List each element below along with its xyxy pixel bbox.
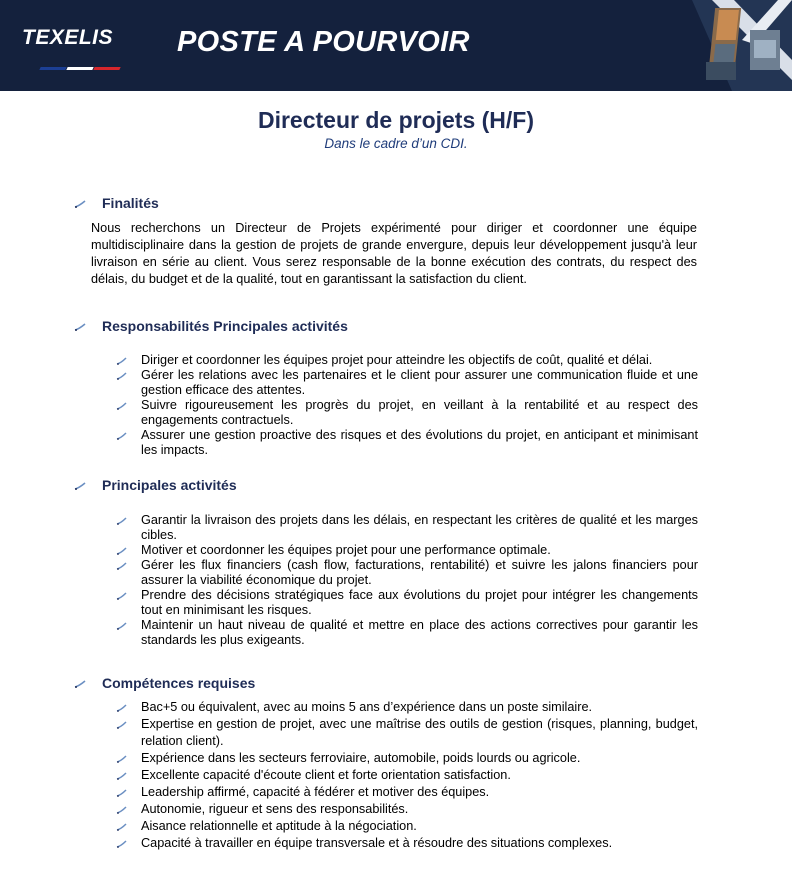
list-item (116, 353, 698, 368)
list-item (116, 716, 698, 750)
list-item-text: Prendre des décisions stratégiques face aux évolutions du projet pour intégrer les changements tout en minimisant les risques. (141, 588, 698, 617)
swoosh-bullet-icon (116, 372, 127, 380)
logo-flag-stripes (40, 57, 122, 63)
swoosh-bullet-icon (74, 482, 86, 490)
list-item-text: Gérer les relations avec les partenaires et le client pour assurer une communication fluide et une gestion efficace des attentes. (141, 368, 698, 397)
swoosh-bullet-icon (74, 680, 86, 688)
section-title-finalites: Finalités (102, 195, 159, 211)
list-item (116, 543, 698, 558)
list-item-text: Aisance relationnelle et aptitude à la négociation. (141, 819, 417, 833)
job-subtitle: Dans le cadre d’un CDI. (324, 136, 468, 151)
swoosh-bullet-icon (116, 517, 127, 525)
swoosh-bullet-icon (116, 357, 127, 365)
list-item-text: Garantir la livraison des projets dans les délais, en respectant les critères de qualité et les marges cibles. (141, 513, 698, 542)
header-vehicle-collage (672, 0, 792, 91)
list-item-text: Suivre rigoureusement les progrès du projet, en veillant à la rentabilité et au respect des engagements contractuels. (141, 398, 698, 427)
list-item (116, 618, 698, 648)
list-item (116, 835, 698, 852)
swoosh-bullet-icon (116, 721, 127, 729)
list-item (116, 558, 698, 588)
list-item-text: Motiver et coordonner les équipes projet pour une performance optimale. (141, 543, 551, 557)
list-item (116, 398, 698, 428)
list-item-text: Maintenir un haut niveau de qualité et mettre en place des actions correctives pour garantir les standards les plus exigeants. (141, 618, 698, 647)
list-item (116, 767, 698, 784)
finalites-paragraph: Nous recherchons un Directeur de Projets expérimenté pour diriger et coordonner une équipe multidisciplinaire dans la gestion de projets de grande envergure, depuis leur développement jusqu'à leur livraison en série au client. Vous serez responsable de la bonne exécution des contrats, du respect des délais, du budget et de la qualité, tout en garantissant la satisfaction du client. (91, 221, 697, 286)
list-item-text: Expérience dans les secteurs ferroviaire, automobile, poids lourds ou agricole. (141, 751, 581, 765)
swoosh-bullet-icon (116, 432, 127, 440)
swoosh-bullet-icon (116, 562, 127, 570)
list-item-text: Assurer une gestion proactive des risques et des évolutions du projet, en anticipant et minimisant les impacts. (141, 428, 698, 457)
swoosh-bullet-icon (116, 402, 127, 410)
section-title-activites: Principales activités (102, 477, 237, 493)
list-item (116, 699, 698, 716)
swoosh-bullet-icon (116, 840, 127, 848)
responsabilites-list (116, 353, 698, 458)
swoosh-bullet-icon (116, 772, 127, 780)
list-item-text: Autonomie, rigueur et sens des responsabilités. (141, 802, 409, 816)
list-item-text: Excellente capacité d'écoute client et forte orientation satisfaction. (141, 768, 511, 782)
list-item-text: Bac+5 ou équivalent, avec au moins 5 ans d’expérience dans un poste similaire. (141, 700, 593, 714)
list-item-text: Expertise en gestion de projet, avec une maîtrise des outils de gestion (risques, planning, budget, relation client). (141, 717, 698, 748)
list-item-text: Diriger et coordonner les équipes projet pour atteindre les objectifs de coût, qualité et délai. (141, 353, 653, 367)
section-title-competences: Compétences requises (102, 675, 256, 691)
list-item (116, 513, 698, 543)
job-title: Directeur de projets (H/F) (257, 107, 535, 133)
swoosh-bullet-icon (116, 789, 127, 797)
swoosh-bullet-icon (116, 622, 127, 630)
swoosh-bullet-icon (74, 323, 86, 331)
list-item (116, 368, 698, 398)
list-item-text: Gérer les flux financiers (cash flow, facturations, rentabilité) et suivre les jalons financiers pour assurer la viabilité économique du projet. (141, 558, 698, 587)
list-item-text: Capacité à travailler en équipe transversale et à résoudre des situations complexes. (141, 836, 613, 850)
activites-list (116, 513, 698, 648)
texelis-logo (22, 26, 122, 66)
list-item-text: Leadership affirmé, capacité à fédérer et motiver des équipes. (141, 785, 490, 799)
header-title: POSTE A POURVOIR (177, 26, 470, 58)
swoosh-bullet-icon (116, 823, 127, 831)
list-item (116, 818, 698, 835)
swoosh-bullet-icon (116, 547, 127, 555)
swoosh-bullet-icon (116, 806, 127, 814)
list-item (116, 784, 698, 801)
logo-text: TEXELIS (22, 26, 114, 49)
section-title-responsabilites: Responsabilités Principales activités (102, 318, 348, 334)
swoosh-bullet-icon (74, 200, 86, 208)
list-item (116, 801, 698, 818)
list-item (116, 750, 698, 767)
swoosh-bullet-icon (116, 704, 127, 712)
competences-list (116, 699, 698, 852)
list-item (116, 428, 698, 458)
swoosh-bullet-icon (116, 592, 127, 600)
list-item (116, 588, 698, 618)
swoosh-bullet-icon (116, 755, 127, 763)
header-band (0, 0, 792, 91)
